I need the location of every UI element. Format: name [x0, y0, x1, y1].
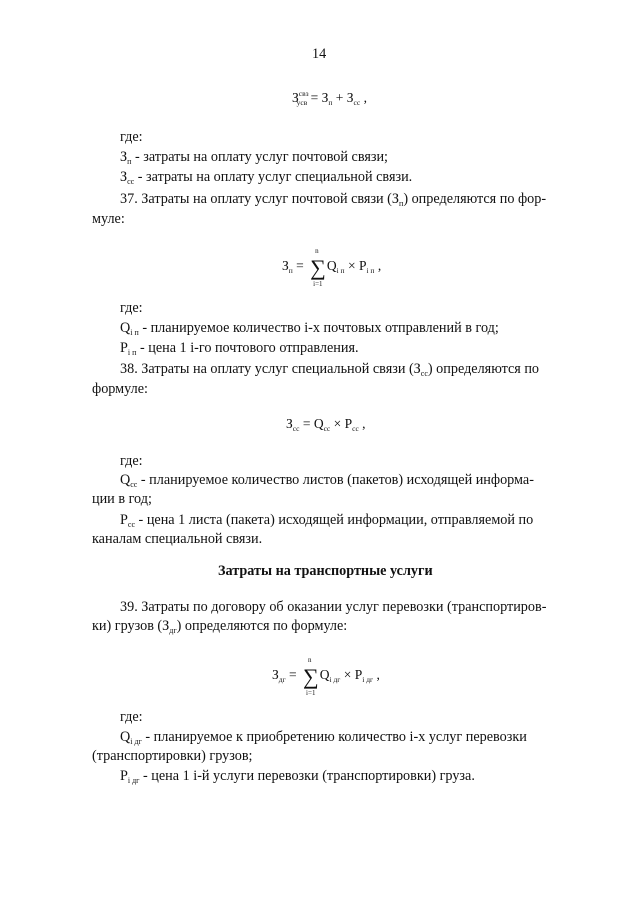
formula-transport: $З_{дг}$ = ∑ n i=1 $Q_{i дг} \times P_{i дг}$ ,: [272, 656, 380, 697]
definition-special-price: $P_{сс}$ - цена 1 листа (пакета) исходящей информации, отправляемой по: [120, 512, 534, 529]
where-label: где:: [120, 709, 143, 725]
definition-transport-quantity-cont: (транспортировки) грузов;: [92, 748, 253, 764]
paragraph-38-line1: 38. Затраты на оплату услуг специальной связи $(З_{сс})$ определяются по: [120, 361, 540, 378]
paragraph-37-line2: муле:: [92, 211, 125, 227]
definition-special-quantity: $Q_{сс}$ - планируемое количество листов (пакетов) исходящей информа-: [120, 472, 534, 489]
page-number: 14: [312, 46, 327, 62]
definition-postal: $З_п$ - затраты на оплату услуг почтовой связи;: [120, 149, 389, 166]
where-label: где:: [120, 129, 143, 145]
formula-total-communication: $З^{свз}_{усв} = З_п + З_{сс}$ ,: [292, 89, 367, 107]
paragraph-39-line1: 39. Затраты по договору об оказании услуг перевозки (транспортиров-: [120, 599, 547, 615]
definition-transport-quantity: $Q_{i дг}$ - планируемое к приобретению количество i-х услуг перевозки: [120, 729, 527, 746]
definition-postal-price: $P_{i п}$ - цена 1 i-го почтового отправления.: [120, 340, 359, 357]
formula-postal: $З_п$ = ∑ n i=1 $Q_{i п} \times P_{i п}$ ,: [282, 247, 382, 288]
definition-special: $З_{сс}$ - затраты на оплату услуг специальной связи.: [120, 169, 413, 186]
definition-special-price-cont: каналам специальной связи.: [92, 531, 263, 547]
paragraph-38-line2: формуле:: [92, 381, 148, 397]
where-label: где:: [120, 300, 143, 316]
sum-symbol: ∑ n i=1: [310, 247, 326, 288]
definition-transport-price: $P_{i дг}$ - цена 1 i-й услуги перевозки (транспортировки) груза.: [120, 768, 475, 785]
definition-postal-quantity: $Q_{i п}$ - планируемое количество i-х почтовых отправлений в год;: [120, 320, 499, 337]
paragraph-39-line2: ки) грузов $(З_{дг})$ определяются по формуле:: [92, 618, 348, 635]
paragraph-37-line1: 37. Затраты на оплату услуг почтовой связи $(З_п)$ определяются по фор-: [120, 191, 547, 208]
sum-symbol: ∑ n i=1: [303, 656, 319, 697]
where-label: где:: [120, 453, 143, 469]
formula-special: $З_{сс} = Q_{сс} \times P_{сс}$ ,: [286, 416, 366, 433]
section-heading: Затраты на транспортные услуги: [218, 563, 433, 579]
definition-special-quantity-cont: ции в год;: [92, 491, 152, 507]
